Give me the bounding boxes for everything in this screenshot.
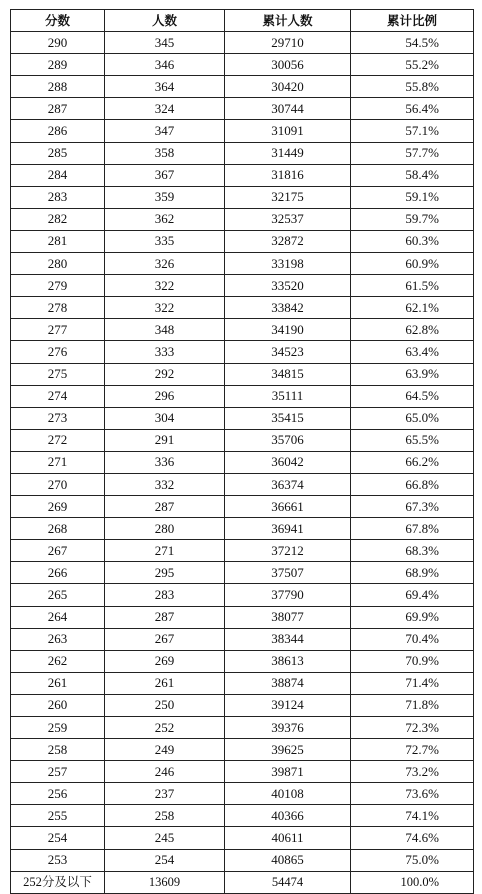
cumulative-ratio-cell: 68.9% — [351, 562, 474, 584]
cumulative-count-cell: 38077 — [225, 606, 351, 628]
cumulative-count-cell: 32872 — [225, 230, 351, 252]
count-cell: 364 — [105, 76, 225, 98]
count-cell: 359 — [105, 186, 225, 208]
score-cell: 264 — [11, 606, 105, 628]
cumulative-count-cell: 33842 — [225, 297, 351, 319]
score-cell: 287 — [11, 98, 105, 120]
table-row — [11, 606, 474, 628]
table-row — [11, 518, 474, 540]
cumulative-ratio-cell: 66.2% — [351, 451, 474, 473]
cumulative-ratio-cell: 71.4% — [351, 672, 474, 694]
score-cell: 258 — [11, 739, 105, 761]
cumulative-ratio-cell: 66.8% — [351, 473, 474, 495]
count-cell: 283 — [105, 584, 225, 606]
count-cell: 287 — [105, 496, 225, 518]
score-cell: 267 — [11, 540, 105, 562]
table-row — [11, 275, 474, 297]
count-cell: 326 — [105, 253, 225, 275]
header-cumulative-ratio: 累计比例 — [351, 10, 474, 32]
score-cell: 270 — [11, 473, 105, 495]
table-row — [11, 142, 474, 164]
table-row — [11, 429, 474, 451]
table-row — [11, 208, 474, 230]
score-cell: 262 — [11, 650, 105, 672]
cumulative-ratio-cell: 70.9% — [351, 650, 474, 672]
cumulative-ratio-cell: 67.8% — [351, 518, 474, 540]
table-row — [11, 761, 474, 783]
score-cell: 259 — [11, 717, 105, 739]
score-cell: 282 — [11, 208, 105, 230]
score-cell: 280 — [11, 253, 105, 275]
count-cell: 292 — [105, 363, 225, 385]
table-row — [11, 739, 474, 761]
cumulative-ratio-cell: 57.7% — [351, 142, 474, 164]
cumulative-count-cell: 31091 — [225, 120, 351, 142]
score-cell: 289 — [11, 54, 105, 76]
count-cell: 252 — [105, 717, 225, 739]
cumulative-count-cell: 38344 — [225, 628, 351, 650]
score-cell: 286 — [11, 120, 105, 142]
table-row — [11, 120, 474, 142]
table-row — [11, 451, 474, 473]
cumulative-count-cell: 35706 — [225, 429, 351, 451]
cumulative-count-cell: 32537 — [225, 208, 351, 230]
score-cell: 276 — [11, 341, 105, 363]
table-row — [11, 363, 474, 385]
cumulative-count-cell: 39625 — [225, 739, 351, 761]
table-body — [11, 32, 474, 894]
cumulative-ratio-cell: 56.4% — [351, 98, 474, 120]
count-cell: 332 — [105, 473, 225, 495]
cumulative-count-cell: 39871 — [225, 761, 351, 783]
cumulative-count-cell: 36941 — [225, 518, 351, 540]
score-cell: 272 — [11, 429, 105, 451]
cumulative-ratio-cell: 59.7% — [351, 208, 474, 230]
score-cell: 263 — [11, 628, 105, 650]
cumulative-count-cell: 31449 — [225, 142, 351, 164]
count-cell: 324 — [105, 98, 225, 120]
count-cell: 347 — [105, 120, 225, 142]
cumulative-count-cell: 32175 — [225, 186, 351, 208]
cumulative-ratio-cell: 57.1% — [351, 120, 474, 142]
count-cell: 304 — [105, 407, 225, 429]
score-cell: 275 — [11, 363, 105, 385]
cumulative-count-cell: 39124 — [225, 694, 351, 716]
score-cell: 269 — [11, 496, 105, 518]
cumulative-count-cell: 36042 — [225, 451, 351, 473]
count-cell: 336 — [105, 451, 225, 473]
table-row — [11, 253, 474, 275]
table-row — [11, 650, 474, 672]
score-cell: 257 — [11, 761, 105, 783]
count-cell: 280 — [105, 518, 225, 540]
table-row — [11, 562, 474, 584]
cumulative-count-cell: 37212 — [225, 540, 351, 562]
cumulative-count-cell: 38874 — [225, 672, 351, 694]
header-count: 人数 — [105, 10, 225, 32]
table-row — [11, 849, 474, 871]
cumulative-ratio-cell: 65.5% — [351, 429, 474, 451]
count-cell: 345 — [105, 32, 225, 54]
score-cell: 288 — [11, 76, 105, 98]
count-cell: 261 — [105, 672, 225, 694]
cumulative-count-cell: 33520 — [225, 275, 351, 297]
count-cell: 296 — [105, 385, 225, 407]
cumulative-count-cell: 34815 — [225, 363, 351, 385]
score-cell: 290 — [11, 32, 105, 54]
cumulative-count-cell: 36661 — [225, 496, 351, 518]
table-row — [11, 694, 474, 716]
cumulative-ratio-cell: 54.5% — [351, 32, 474, 54]
cumulative-ratio-cell: 70.4% — [351, 628, 474, 650]
count-cell: 346 — [105, 54, 225, 76]
count-cell: 237 — [105, 783, 225, 805]
count-cell: 322 — [105, 297, 225, 319]
cumulative-ratio-cell: 61.5% — [351, 275, 474, 297]
cumulative-ratio-cell: 75.0% — [351, 849, 474, 871]
count-cell: 367 — [105, 164, 225, 186]
count-cell: 295 — [105, 562, 225, 584]
table-row — [11, 341, 474, 363]
cumulative-ratio-cell: 69.9% — [351, 606, 474, 628]
cumulative-ratio-cell: 55.8% — [351, 76, 474, 98]
count-cell: 254 — [105, 849, 225, 871]
cumulative-ratio-cell: 68.3% — [351, 540, 474, 562]
count-cell: 348 — [105, 319, 225, 341]
cumulative-ratio-cell: 62.1% — [351, 297, 474, 319]
cumulative-ratio-cell: 67.3% — [351, 496, 474, 518]
table-row — [11, 230, 474, 252]
cumulative-count-cell: 35111 — [225, 385, 351, 407]
cumulative-ratio-cell: 55.2% — [351, 54, 474, 76]
cumulative-ratio-cell: 60.3% — [351, 230, 474, 252]
count-cell: 250 — [105, 694, 225, 716]
score-cell: 254 — [11, 827, 105, 849]
cumulative-count-cell: 37507 — [225, 562, 351, 584]
cumulative-count-cell: 54474 — [225, 871, 351, 893]
cumulative-count-cell: 40108 — [225, 783, 351, 805]
count-cell: 335 — [105, 230, 225, 252]
cumulative-count-cell: 30744 — [225, 98, 351, 120]
table-row — [11, 319, 474, 341]
score-cell: 284 — [11, 164, 105, 186]
table-row — [11, 628, 474, 650]
count-cell: 269 — [105, 650, 225, 672]
cumulative-count-cell: 30056 — [225, 54, 351, 76]
cumulative-ratio-cell: 64.5% — [351, 385, 474, 407]
header-score: 分数 — [11, 10, 105, 32]
table-row — [11, 496, 474, 518]
table-row — [11, 385, 474, 407]
cumulative-ratio-cell: 72.3% — [351, 717, 474, 739]
score-cell: 285 — [11, 142, 105, 164]
cumulative-ratio-cell: 71.8% — [351, 694, 474, 716]
count-cell: 358 — [105, 142, 225, 164]
table-row-total — [11, 871, 474, 893]
cumulative-count-cell: 35415 — [225, 407, 351, 429]
score-cell: 252分及以下 — [11, 871, 105, 893]
cumulative-ratio-cell: 100.0% — [351, 871, 474, 893]
count-cell: 245 — [105, 827, 225, 849]
table-row — [11, 407, 474, 429]
cumulative-ratio-cell: 69.4% — [351, 584, 474, 606]
table-row — [11, 783, 474, 805]
cumulative-count-cell: 37790 — [225, 584, 351, 606]
cumulative-ratio-cell: 58.4% — [351, 164, 474, 186]
score-cell: 278 — [11, 297, 105, 319]
table-row — [11, 584, 474, 606]
cumulative-ratio-cell: 63.4% — [351, 341, 474, 363]
cumulative-count-cell: 34190 — [225, 319, 351, 341]
count-cell: 322 — [105, 275, 225, 297]
table-row — [11, 805, 474, 827]
cumulative-ratio-cell: 60.9% — [351, 253, 474, 275]
score-cell: 268 — [11, 518, 105, 540]
count-cell: 333 — [105, 341, 225, 363]
score-cell: 277 — [11, 319, 105, 341]
table-row — [11, 473, 474, 495]
table-header — [11, 10, 474, 32]
table-row — [11, 672, 474, 694]
cumulative-ratio-cell: 63.9% — [351, 363, 474, 385]
cumulative-ratio-cell: 59.1% — [351, 186, 474, 208]
cumulative-ratio-cell: 72.7% — [351, 739, 474, 761]
table-row — [11, 827, 474, 849]
cumulative-count-cell: 31816 — [225, 164, 351, 186]
cumulative-count-cell: 29710 — [225, 32, 351, 54]
score-cell: 273 — [11, 407, 105, 429]
cumulative-count-cell: 40366 — [225, 805, 351, 827]
cumulative-count-cell: 33198 — [225, 253, 351, 275]
count-cell: 267 — [105, 628, 225, 650]
score-cell: 265 — [11, 584, 105, 606]
count-cell: 287 — [105, 606, 225, 628]
header-row — [11, 10, 474, 32]
count-cell: 249 — [105, 739, 225, 761]
cumulative-ratio-cell: 74.1% — [351, 805, 474, 827]
cumulative-ratio-cell: 73.2% — [351, 761, 474, 783]
cumulative-count-cell: 40865 — [225, 849, 351, 871]
count-cell: 246 — [105, 761, 225, 783]
score-cell: 279 — [11, 275, 105, 297]
count-cell: 291 — [105, 429, 225, 451]
score-cell: 283 — [11, 186, 105, 208]
count-cell: 271 — [105, 540, 225, 562]
count-cell: 362 — [105, 208, 225, 230]
cumulative-count-cell: 38613 — [225, 650, 351, 672]
score-cell: 253 — [11, 849, 105, 871]
cumulative-count-cell: 40611 — [225, 827, 351, 849]
score-cell: 271 — [11, 451, 105, 473]
cumulative-count-cell: 36374 — [225, 473, 351, 495]
cumulative-ratio-cell: 65.0% — [351, 407, 474, 429]
header-cumulative-count: 累计人数 — [225, 10, 351, 32]
count-cell: 13609 — [105, 871, 225, 893]
cumulative-ratio-cell: 73.6% — [351, 783, 474, 805]
cumulative-count-cell: 39376 — [225, 717, 351, 739]
score-cell: 255 — [11, 805, 105, 827]
cumulative-ratio-cell: 74.6% — [351, 827, 474, 849]
cumulative-count-cell: 34523 — [225, 341, 351, 363]
table-row — [11, 164, 474, 186]
table-row — [11, 717, 474, 739]
score-cell: 274 — [11, 385, 105, 407]
cumulative-ratio-cell: 62.8% — [351, 319, 474, 341]
cumulative-count-cell: 30420 — [225, 76, 351, 98]
score-cell: 266 — [11, 562, 105, 584]
table-row — [11, 98, 474, 120]
table-row — [11, 32, 474, 54]
count-cell: 258 — [105, 805, 225, 827]
score-cell: 256 — [11, 783, 105, 805]
score-cell: 281 — [11, 230, 105, 252]
table-row — [11, 76, 474, 98]
table-row — [11, 186, 474, 208]
table-row — [11, 297, 474, 319]
score-cell: 261 — [11, 672, 105, 694]
table-row — [11, 54, 474, 76]
table-row — [11, 540, 474, 562]
score-distribution-table — [10, 9, 474, 894]
score-cell: 260 — [11, 694, 105, 716]
